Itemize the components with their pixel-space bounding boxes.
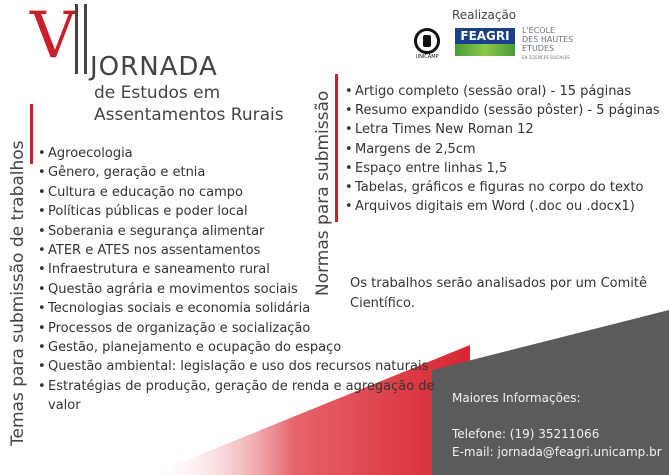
ehess-line-3: ETUDES bbox=[522, 44, 555, 53]
list-item: • Soberania e segurança alimentar bbox=[38, 222, 438, 241]
ehess-line-1: L'ECOLE bbox=[522, 26, 556, 35]
list-item: • Artigo completo (sessão oral) - 15 páginas bbox=[345, 82, 665, 101]
event-subtitle bbox=[94, 82, 284, 126]
list-item: • Questão ambiental: legislação e uso dos recursos naturais bbox=[38, 357, 438, 376]
subtitle-line-1: de Estudos em bbox=[94, 83, 221, 103]
norms-heading: Normas para submissão bbox=[313, 90, 333, 296]
list-item: • Tabelas, gráficos e figuras no corpo do texto bbox=[345, 178, 665, 197]
event-title: JORNADA bbox=[90, 52, 218, 82]
feagri-logo-icon bbox=[455, 44, 515, 56]
list-item: • Resumo expandido (sessão pôster) - 5 páginas bbox=[345, 101, 665, 120]
themes-heading: Temas para submissão de trabalhos bbox=[8, 140, 28, 446]
list-item: • Questão agrária e movimentos sociais bbox=[38, 280, 438, 299]
list-item: • Estratégias de produção, geração de renda e agregação de valor bbox=[38, 377, 438, 416]
list-item: • Espaço entre linhas 1,5 bbox=[345, 159, 665, 178]
ehess-line-4: EN SCIENCES SOCIALES bbox=[522, 55, 570, 60]
ehess-logo bbox=[522, 26, 573, 62]
contact-email[interactable]: E-mail: jornada@feagri.unicamp.br bbox=[452, 445, 662, 459]
ehess-line-2: DES HAUTES bbox=[522, 35, 574, 44]
list-item: • Agroecologia bbox=[38, 144, 438, 163]
list-item: • Processos de organização e socialização bbox=[38, 319, 438, 338]
logo-letter-v: V bbox=[30, 0, 77, 73]
unicamp-logo-text: UNICAMP bbox=[415, 54, 439, 60]
list-item: • Cultura e educação no campo bbox=[38, 183, 438, 202]
list-item: • Gênero, geração e etnia bbox=[38, 163, 438, 182]
contact-phone: Telefone: (19) 35211066 bbox=[452, 427, 600, 441]
unicamp-logo-icon bbox=[414, 28, 440, 54]
logo-roman-bar bbox=[75, 4, 87, 74]
list-item: • Margens de 2,5cm bbox=[345, 140, 665, 159]
sponsors-label: Realização bbox=[452, 8, 517, 22]
themes-accent-bar bbox=[30, 104, 33, 164]
list-item: • Gestão, planejamento e ocupação do espaço bbox=[38, 338, 438, 357]
norms-list bbox=[345, 82, 665, 216]
list-item: • Tecnologias sociais e economia solidária bbox=[38, 299, 438, 318]
list-item: • Letra Times New Roman 12 bbox=[345, 120, 665, 139]
feagri-logo-text: FEAGRI bbox=[455, 28, 515, 44]
list-item: • Infraestrutura e saneamento rural bbox=[38, 260, 438, 279]
review-note: Os trabalhos serão analisados por um Comitê Científico. bbox=[350, 276, 648, 311]
list-item: • Políticas públicas e poder local bbox=[38, 202, 438, 221]
norms-accent-bar bbox=[335, 74, 338, 222]
feagri-logo bbox=[455, 28, 515, 60]
contact-heading: Maiores Informações: bbox=[452, 391, 581, 405]
list-item: • Arquivos digitais em Word (.doc ou .docx1) bbox=[345, 197, 665, 216]
subtitle-line-2: Assentamentos Rurais bbox=[94, 105, 284, 125]
list-item: • ATER e ATES nos assentamentos bbox=[38, 241, 438, 260]
unicamp-logo bbox=[410, 28, 444, 60]
